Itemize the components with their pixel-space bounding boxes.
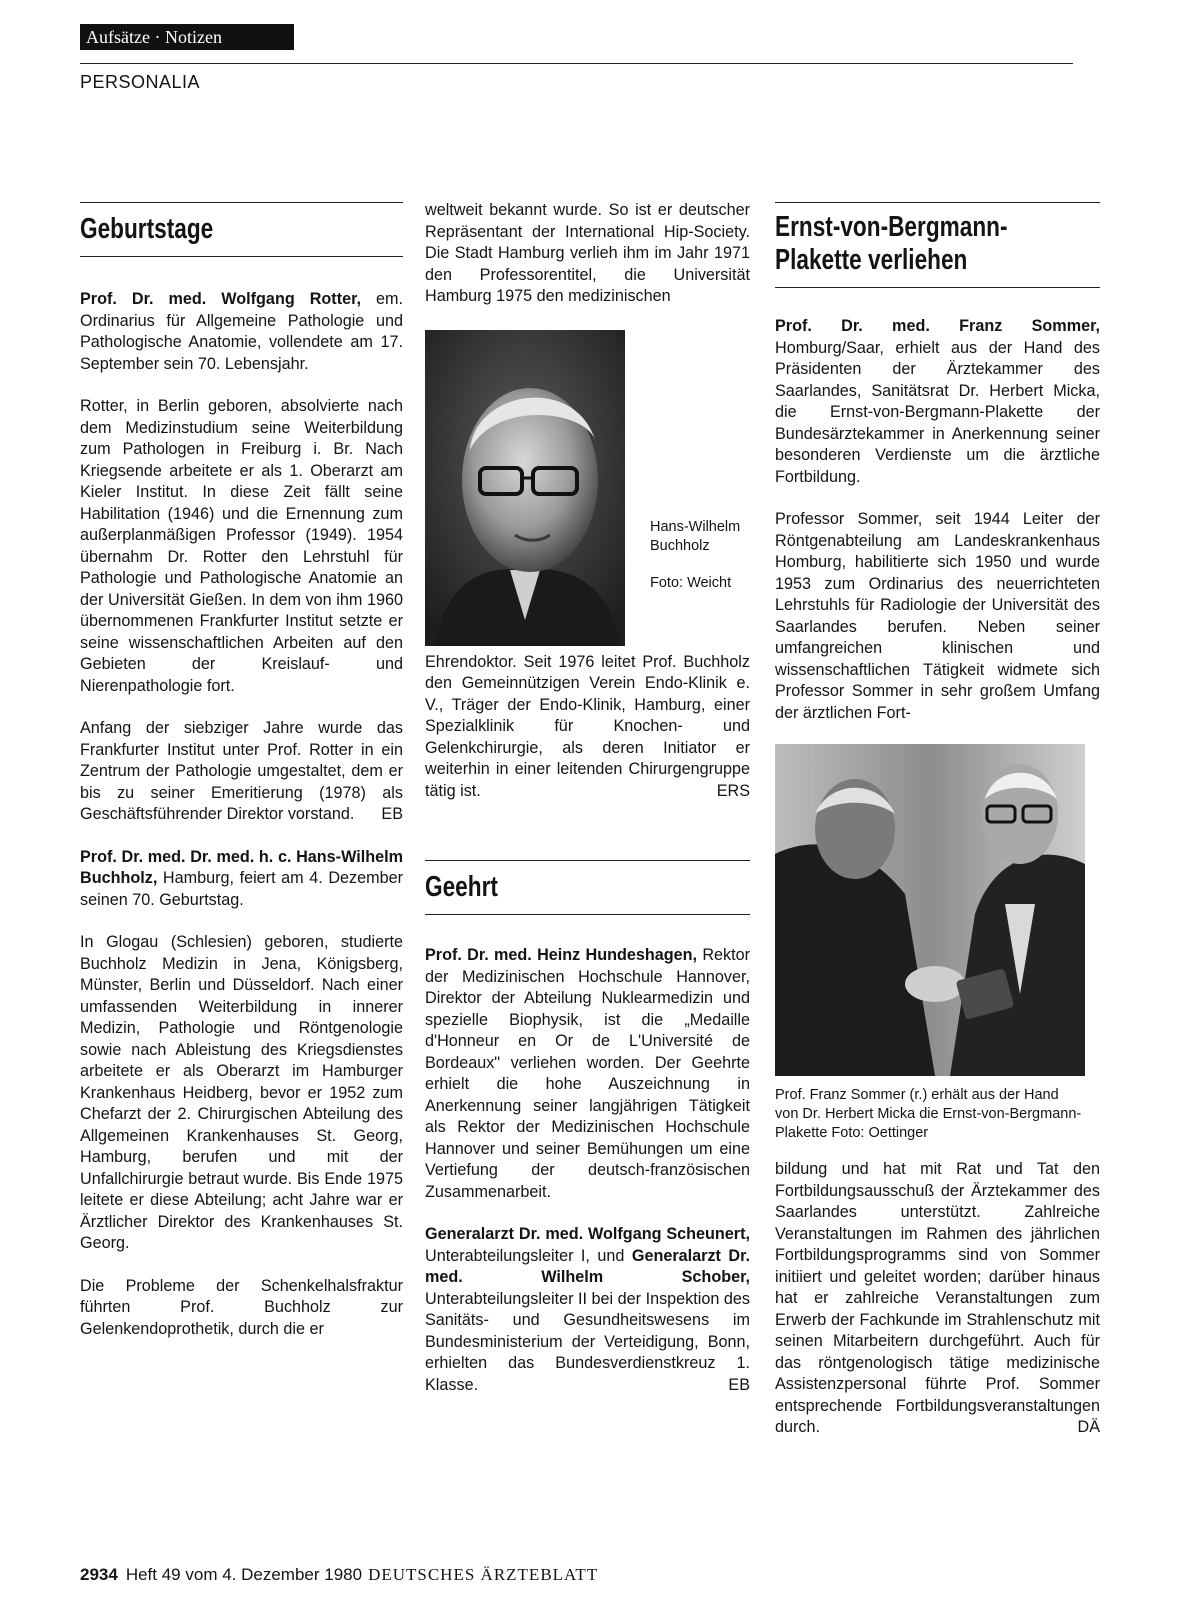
photo-block <box>425 330 750 648</box>
award-illustration <box>775 744 1085 1076</box>
person-name: Prof. Dr. med. Dr. med. h. c. Hans-Wilhelm Buchholz, <box>80 847 403 887</box>
paragraph-rotter-intro: Prof. Dr. med. Wolfgang Rotter, em. Ordinarius für Allgemeine Pathologie und Pathologische Anatomie, vollendete am 17. September sein 70. Lebensjahr. <box>80 290 403 373</box>
journal-name: DEUTSCHES ÄRZTEBLATT <box>368 1565 599 1584</box>
paragraph: Ehrendoktor. Seit 1976 leitet Prof. Buchholz den Gemeinnützigen Verein Endo-Klinik e. V., Träger der Endo-Klinik, Hamburg, einer Spezialklinik für Knochen- und Gelenkchirurgie, als deren Initiator er weiterhin in einer leitenden Chirurgengruppe tätig ist. ERS <box>425 652 750 803</box>
paragraph: bildung und hat mit Rat und Tat den Fortbildungsausschuß der Ärztekammer des Saarlandes unterstützt. Zahlreiche Veranstaltungen im Rahmen des jährlichen Fortbildungsprogramms sind von Sommer initiiert und geleitet worden; darüber hinaus hat er zahlreiche Veranstaltungen zum Erwerb der Fachkunde im Strahlenschutz mit seinen Mitarbeitern durchgeführt. Auch für das röntgenologisch tätige medizinische Assistenzpersonal führte Prof. Sommer entsprechende Fortbildungsveranstaltungen durch. DÄ <box>775 1159 1100 1439</box>
paragraph: Anfang der siebziger Jahre wurde das Frankfurter Institut unter Prof. Rotter in ein Zentrum der Pathologie umgestaltet, dem er bis zu seiner Emeritierung (1978) als Geschäftsführender Direktor vorstand. EB <box>80 718 403 826</box>
photo-caption <box>650 518 750 593</box>
award-photo <box>775 744 1085 1076</box>
header-rule <box>80 63 1073 64</box>
person-name: Prof. Dr. med. Heinz Hundeshagen, <box>425 946 698 964</box>
paragraph: Professor Sommer, seit 1944 Leiter der Röntgenabteilung am Landeskrankenhaus Homburg, habilitierte sich 1950 und wurde 1953 zum Ordinarius des neuerrichteten Lehrstuhls für Radiologie der Universität des Saarlandes berufen. Neben seiner umfangreichen klinischen und wissenschaftlichen Tätigkeit widmete sich Professor Sommer in sehr großem Umfang der ärztlichen Fort- <box>775 510 1100 722</box>
heading-bergmann: Ernst-von-Bergmann- Plakette verliehen <box>775 211 1008 276</box>
heading-rule <box>775 287 1100 288</box>
heading-geburtstage: Geburtstage <box>80 213 214 245</box>
issue-info: Heft 49 vom 4. Dezember 1980 <box>125 1565 363 1584</box>
person-name: Generalarzt Dr. med. Wolfgang Scheunert, <box>425 1225 750 1243</box>
paragraph: Rotter, in Berlin geboren, absolvierte nach dem Medizinstudium seine Weiterbildung zum Pathologen in Freiburg i. Br. Nach Kriegsende arbeitete er als 1. Oberarzt am Kieler Institut. In diese Zeit fällt seine Habilitation (1946) und die Ernennung zum außerplanmäßigen Professor (1949). 1954 übernahm Dr. Rotter den Lehrstuhl für Pathologie und Pathologische Anatomie an der Universität Gießen. In dem von ihm 1960 übernommenen Frankfurter Institut setzte er seine wissenschaftlichen Arbeiten auf den Gebieten der Kreislauf- und Nierenpathologie fort. <box>80 397 403 695</box>
paragraph: In Glogau (Schlesien) geboren, studierte Buchholz Medizin in Jena, Königsberg, Münster, Berlin und Düsseldorf. Nach einer umfassenden Weiterbildung in innerer Medizin, Pathologie und Röntgenologie sowie nach Ableistung des Kriegsdienstes arbeitete er als Oberarzt im Hamburger Krankenhaus Heidberg, bevor er 1952 zum Chefarzt der 2. Chirurgischen Abteilung des Allgemeinen Krankenhauses St. Georg, Hamburg, berufen und mit der Unfallchirurgie betraut wurde. Bis Ende 1975 leitete er diese Abteilung; acht Jahre war er Ärztlicher Direktor des Krankenhauses St. Georg. <box>80 933 403 1252</box>
caption-person: Hans-Wilhelm Buchholz <box>650 518 741 554</box>
caption-credit: Foto: Weicht <box>650 574 732 591</box>
heading-geehrt: Geehrt <box>425 871 498 903</box>
heading-rule <box>425 860 750 861</box>
signoff: EB <box>381 805 403 823</box>
heading-rule <box>80 202 403 203</box>
section-tag: Aufsätze · Notizen <box>80 24 294 50</box>
paragraph: weltweit bekannt wurde. So ist er deutscher Repräsentant der International Hip-Society. Die Stadt Hamburg verlieh ihm im Jahr 1971 den Professorentitel, die Universität Hamburg 1975 den medizinischen <box>425 201 750 305</box>
column-2 <box>425 200 750 1396</box>
paragraph-sommer-intro: Prof. Dr. med. Franz Sommer, Homburg/Saar, erhielt aus der Hand des Präsidenten der Ärztekammer des Saarlandes, Sanitätsrat Dr. Herbert Micka, die Ernst-von-Bergmann-Plakette der Bundesärztekammer in Anerkennung seiner besonderen Verdienste um die ärztliche Fortbildung. <box>775 317 1100 486</box>
photo-caption: Prof. Franz Sommer (r.) erhält aus der Hand von Dr. Herbert Micka die Ernst-von-Bergmann-Plakette Foto: Oettinger <box>775 1087 1082 1141</box>
person-name: Generalarzt Dr. med. Wilhelm Schober, <box>425 1246 751 1286</box>
column-1 <box>80 200 403 1340</box>
heading-rule <box>80 256 403 257</box>
paragraph-buchholz-intro: Prof. Dr. med. Dr. med. h. c. Hans-Wilhelm Buchholz, Hamburg, feiert am 4. Dezember seinen 70. Geburtstag. <box>80 847 403 909</box>
signoff: EB <box>728 1375 750 1394</box>
person-name: Prof. Dr. med. Wolfgang Rotter, <box>80 290 361 308</box>
paragraph: Die Probleme der Schenkelhalsfraktur führten Prof. Buchholz zur Gelenkendoprothetik, durch die er <box>80 1276 403 1338</box>
page-number: 2934 <box>80 1565 118 1584</box>
signoff: DÄ <box>1077 1418 1100 1436</box>
portrait-illustration <box>425 330 625 646</box>
heading-rule <box>425 914 750 915</box>
page-footer <box>80 1565 598 1585</box>
signoff: ERS <box>716 781 750 800</box>
rubric: PERSONALIA <box>80 72 201 92</box>
column-3 <box>775 200 1100 1439</box>
heading-rule <box>775 202 1100 203</box>
person-name: Prof. Dr. med. Franz Sommer, <box>775 317 1100 335</box>
portrait-photo <box>425 330 625 646</box>
paragraph-generalaerzte: Generalarzt Dr. med. Wolfgang Scheunert, Unterabteilungsleiter I, und Generalarzt Dr. med. Wilhelm Schober, Unterabteilungsleiter II bei der Inspektion des Sanitäts- und Gesundheitswesens im Bundesministerium der Verteidigung, Bonn, erhielten das Bundesverdienstkreuz 1. Klasse. EB <box>425 1224 750 1396</box>
paragraph-hundeshagen: Prof. Dr. med. Heinz Hundeshagen, Rektor der Medizinischen Hochschule Hannover, Direktor der Abteilung Nuklearmedizin und spezielle Biophysik, ist die „Medaille d'Honneur en Or de L'Université de Bordeaux" verliehen worden. Der Geehrte erhielt die hohe Auszeichnung in Anerkennung seiner langjährigen Tätigkeit als Rektor der Medizinischen Hochschule Hannover und seiner Bemühungen um eine Vertiefung der deutsch-französischen Zusammenarbeit. <box>425 946 750 1201</box>
